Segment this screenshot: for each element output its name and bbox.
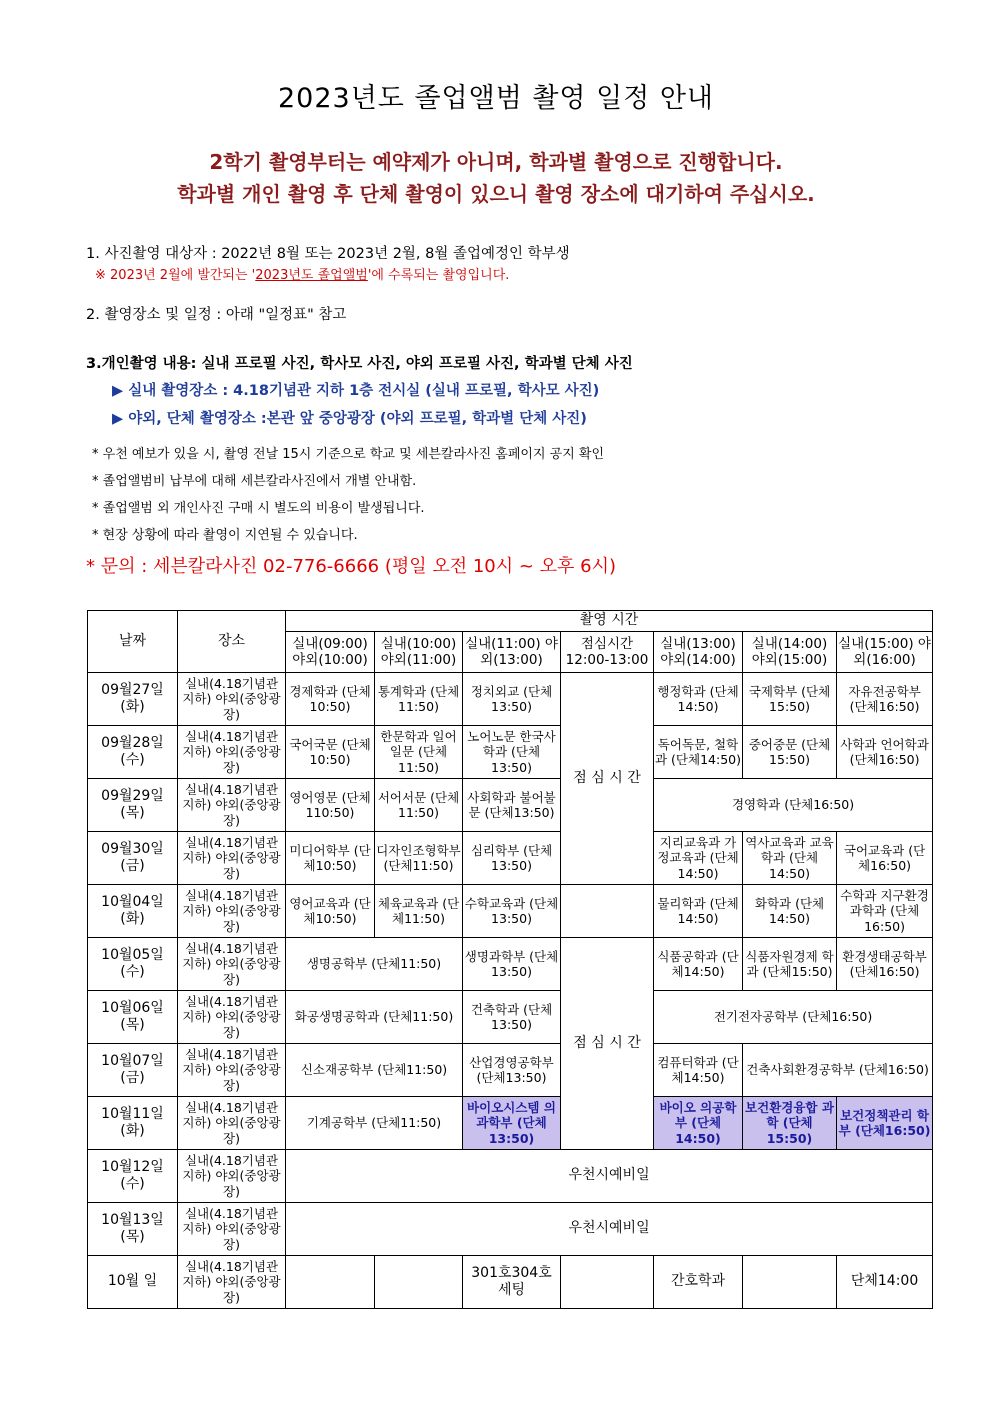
cell-highlight: 바이오시스템 의과학부 (단체13:50) (463, 1097, 561, 1150)
table-row (88, 1097, 933, 1150)
cell-rain-day: 우천시예비일 (286, 1203, 933, 1256)
slot-3: 실내(11:00) 야외(13:00) (463, 632, 561, 673)
header-time: 촬영 시간 (286, 611, 933, 632)
slot-lunch: 점심시간 12:00-13:00 (561, 632, 654, 673)
cell: 신소재공학부 (단체11:50) (286, 1044, 463, 1097)
cell-highlight: 바이오 의공학부 (단체14:50) (654, 1097, 743, 1150)
cell: 지리교육과 가정교육과 (단체14:50) (654, 832, 743, 885)
schedule-table (87, 610, 933, 1309)
shoot-content: 3.개인촬영 내용: 실내 프로필 사진, 학사모 사진, 야외 프로필 사진, 학과별 단체 사진 (86, 356, 633, 372)
bullet-weather: * 우천 예보가 있을 시, 촬영 전날 15시 기준으로 학교 및 세븐칼라사진 홈페이지 공지 확인 (92, 447, 604, 462)
cell-empty (561, 885, 654, 938)
cell: 노어노문 한국사학과 (단체13:50) (463, 726, 561, 779)
row-place: 실내(4.18기념관 지하) 야외(중앙광장) (178, 1097, 286, 1150)
cell: 정치외교 (단체13:50) (463, 673, 561, 726)
cell: 심리학부 (단체13:50) (463, 832, 561, 885)
cell: 사학과 언어학과 (단체16:50) (837, 726, 933, 779)
cell: 경영학과 (단체16:50) (654, 779, 933, 832)
cell: 전기전자공학부 (단체16:50) (654, 991, 933, 1044)
row-date: 10월 일 (88, 1256, 178, 1309)
row-place: 실내(4.18기념관 지하) 야외(중앙광장) (178, 938, 286, 991)
indoor-location: ▶ 실내 촬영장소 : 4.18기념관 지하 1층 전시실 (실내 프로필, 학사모 사진) (112, 383, 600, 399)
cell-empty (561, 1256, 654, 1309)
row-date: 10월12일(수) (88, 1150, 178, 1203)
page-title: 2023년도 졸업앨범 촬영 일정 안내 (277, 83, 715, 114)
row-place: 실내(4.18기념관 지하) 야외(중앙광장) (178, 726, 286, 779)
cell-empty (375, 1256, 463, 1309)
cell: 화학과 (단체14:50) (743, 885, 837, 938)
row-place: 실내(4.18기념관 지하) 야외(중앙광장) (178, 1203, 286, 1256)
cell: 건축사회환경공학부 (단체16:50) (743, 1044, 933, 1097)
cell: 간호학과 (654, 1256, 743, 1309)
outdoor-location: ▶ 야외, 단체 촬영장소 :본관 앞 중앙광장 (야외 프로필, 학과별 단체 사진) (112, 411, 587, 427)
row-date: 10월13일(목) (88, 1203, 178, 1256)
row-date: 09월29일(목) (88, 779, 178, 832)
cell: 산업경영공학부 (단체13:50) (463, 1044, 561, 1097)
cell: 중어중문 (단체15:50) (743, 726, 837, 779)
cell: 자유전공학부 (단체16:50) (837, 673, 933, 726)
album-note (95, 264, 509, 283)
slot-5: 실내(13:00) 야외(14:00) (654, 632, 743, 673)
row-date: 10월04일(화) (88, 885, 178, 938)
schedule-info (86, 303, 346, 324)
table-row (88, 1256, 933, 1309)
row-place: 실내(4.18기념관 지하) 야외(중앙광장) (178, 673, 286, 726)
cell: 영어영문 (단체110:50) (286, 779, 375, 832)
cell: 통계학과 (단체11:50) (375, 673, 463, 726)
row-place: 실내(4.18기념관 지하) 야외(중앙광장) (178, 832, 286, 885)
cell: 환경생태공학부 (단체16:50) (837, 938, 933, 991)
cell: 301호304호 세팅 (463, 1256, 561, 1309)
table-row (88, 673, 933, 726)
notice-line-1: 2학기 촬영부터는 예약제가 아니며, 학과별 촬영으로 진행합니다. (209, 150, 783, 174)
lunch-cell: 점 심 시 간 (561, 673, 654, 885)
cell: 디자인조형학부 (단체11:50) (375, 832, 463, 885)
album-note-title: 2023년도 졸업앨범 (255, 268, 368, 283)
cell: 독어독문, 철학과 (단체14:50) (654, 726, 743, 779)
cell: 컴퓨터학과 (단체14:50) (654, 1044, 743, 1097)
album-note-post: '에 수록되는 촬영입니다. (367, 268, 510, 283)
row-date: 09월30일(금) (88, 832, 178, 885)
row-place: 실내(4.18기념관 지하) 야외(중앙광장) (178, 1044, 286, 1097)
lunch-cell: 점 심 시 간 (561, 938, 654, 1150)
cell-highlight: 보건정책관리 학부 (단체16:50) (837, 1097, 933, 1150)
row-date: 10월05일(수) (88, 938, 178, 991)
table-row (88, 938, 933, 991)
table-row (88, 832, 933, 885)
cell: 국어국문 (단체10:50) (286, 726, 375, 779)
cell: 경제학과 (단체10:50) (286, 673, 375, 726)
slot-7: 실내(15:00) 야외(16:00) (837, 632, 933, 673)
row-place: 실내(4.18기념관 지하) 야외(중앙광장) (178, 1150, 286, 1203)
schedule-info-label: 2. 촬영장소 및 일정 : (86, 307, 226, 323)
cell: 단체14:00 (837, 1256, 933, 1309)
table-row (88, 1203, 933, 1256)
slot-1: 실내(09:00) 야외(10:00) (286, 632, 375, 673)
cell: 미디어학부 (단체10:50) (286, 832, 375, 885)
slot-6: 실내(14:00) 야외(15:00) (743, 632, 837, 673)
cell: 건축학과 (단체13:50) (463, 991, 561, 1044)
cell: 기계공학부 (단체11:50) (286, 1097, 463, 1150)
cell: 수학과 지구환경과학과 (단체16:50) (837, 885, 933, 938)
table-row (88, 1044, 933, 1097)
row-date: 10월06일(목) (88, 991, 178, 1044)
schedule-info-ref: 아래 "일정표" 참고 (225, 307, 347, 323)
row-place: 실내(4.18기념관 지하) 야외(중앙광장) (178, 1256, 286, 1309)
table-row (88, 991, 933, 1044)
cell: 서어서문 (단체11:50) (375, 779, 463, 832)
row-date: 10월11일(화) (88, 1097, 178, 1150)
cell: 체육교육과 (단체11:50) (375, 885, 463, 938)
bullet-payment: * 졸업앨범비 납부에 대해 세븐칼라사진에서 개별 안내함. (92, 474, 417, 489)
cell: 국제학부 (단체15:50) (743, 673, 837, 726)
header-date: 날짜 (88, 611, 178, 673)
table-row (88, 1150, 933, 1203)
row-date: 09월28일(수) (88, 726, 178, 779)
cell-empty (286, 1256, 375, 1309)
cell: 식품자원경제 학과 (단체15:50) (743, 938, 837, 991)
cell-highlight: 보건환경융합 과학 (단체15:50) (743, 1097, 837, 1150)
cell: 역사교육과 교육학과 (단체14:50) (743, 832, 837, 885)
target-info: 1. 사진촬영 대상자 : 2022년 8월 또는 2023년 2월, 8월 졸업예정인 학부생 (86, 246, 570, 262)
row-place: 실내(4.18기념관 지하) 야외(중앙광장) (178, 991, 286, 1044)
row-place: 실내(4.18기념관 지하) 야외(중앙광장) (178, 779, 286, 832)
cell: 수학교육과 (단체13:50) (463, 885, 561, 938)
row-date: 09월27일(화) (88, 673, 178, 726)
cell: 국어교육과 (단체16:50) (837, 832, 933, 885)
table-row (88, 779, 933, 832)
cell: 식품공학과 (단체14:50) (654, 938, 743, 991)
cell: 화공생명공학과 (단체11:50) (286, 991, 463, 1044)
album-note-pre: ※ 2023년 2월에 발간되는 ' (95, 268, 256, 283)
bullet-delay: * 현장 상황에 따라 촬영이 지연될 수 있습니다. (92, 528, 358, 543)
cell: 생명공학부 (단체11:50) (286, 938, 463, 991)
row-date: 10월07일(금) (88, 1044, 178, 1097)
header-place: 장소 (178, 611, 286, 673)
row-place: 실내(4.18기념관 지하) 야외(중앙광장) (178, 885, 286, 938)
table-row (88, 885, 933, 938)
cell: 행정학과 (단체14:50) (654, 673, 743, 726)
table-row (88, 726, 933, 779)
cell: 한문학과 일어일문 (단체11:50) (375, 726, 463, 779)
cell: 사회학과 불어불문 (단체13:50) (463, 779, 561, 832)
cell: 물리학과 (단체14:50) (654, 885, 743, 938)
slot-2: 실내(10:00) 야외(11:00) (375, 632, 463, 673)
cell: 영어교육과 (단체10:50) (286, 885, 375, 938)
cell-empty (743, 1256, 837, 1309)
bullet-extra-cost: * 졸업앨범 외 개인사진 구매 시 별도의 비용이 발생됩니다. (92, 501, 425, 516)
notice-line-2: 학과별 개인 촬영 후 단체 촬영이 있으니 촬영 장소에 대기하여 주십시오. (177, 182, 815, 206)
table-header-row (88, 611, 933, 632)
cell-rain-day: 우천시예비일 (286, 1150, 933, 1203)
cell: 생명과학부 (단체13:50) (463, 938, 561, 991)
contact-line: * 문의 : 세븐칼라사진 02-776-6666 (평일 오전 10시 ~ 오후 6시) (86, 556, 617, 577)
